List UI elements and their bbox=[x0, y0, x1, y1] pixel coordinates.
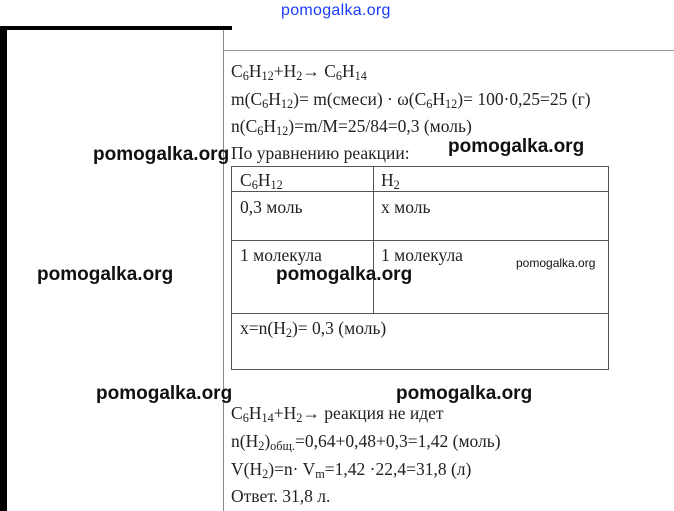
table-cell: 1 молекула bbox=[240, 245, 322, 265]
equation-line-3: $n(C_6H_{12})=m/M=25/84=0,3$ (моль) bbox=[231, 116, 472, 138]
answer-line: Ответ. 31,8 л. bbox=[231, 486, 331, 506]
watermark: pomogalka.org bbox=[276, 264, 413, 285]
table-header-c6h12: $C_6H_{12}$ bbox=[240, 170, 283, 192]
table-cell: 0,3 моль bbox=[240, 197, 303, 217]
watermark: pomogalka.org bbox=[396, 383, 533, 404]
watermark-top: pomogalka.org bbox=[281, 2, 391, 19]
table-column-divider bbox=[373, 166, 374, 313]
reaction-heading: По уравнению реакции: bbox=[231, 143, 410, 163]
column-divider bbox=[223, 30, 224, 511]
table-row-divider bbox=[231, 191, 609, 192]
table-header-h2: $H_2$ bbox=[381, 170, 400, 192]
watermark: pomogalka.org bbox=[93, 144, 230, 165]
table-row-divider bbox=[231, 313, 609, 314]
equation-line-2: $m(C_6H_{12})=$ m(смеси) · $\omega(C_6H_{12})= 100\cdot 0,25=25$ (г) bbox=[231, 89, 591, 111]
watermark: pomogalka.org bbox=[516, 256, 596, 270]
watermark: pomogalka.org bbox=[448, 136, 585, 157]
equation-line-1: $C_6H_{12}+H_2\to C_6H_{14}$ bbox=[231, 61, 367, 83]
watermark: pomogalka.org bbox=[96, 383, 233, 404]
equation-line-5: $C_6H_{14}+H_2\to$ реакция не идет bbox=[231, 403, 444, 425]
equation-line-7: $V(H_2)=n\cdot V_m=1,42 \cdot 22,4=31,8$ (л) bbox=[231, 459, 472, 481]
watermark: pomogalka.org bbox=[37, 264, 174, 285]
equation-line-6: $n(H_2)_{общ.}=0,64+0,48+0,3=1,42$ (моль) bbox=[231, 431, 501, 453]
table-cell: 1 молекула bbox=[381, 245, 463, 265]
top-border-bar bbox=[0, 26, 232, 30]
table-result-cell: $x=n(H_2)= 0,3$ (моль) bbox=[240, 318, 387, 340]
left-border-bar bbox=[0, 26, 7, 511]
table-cell: x моль bbox=[381, 197, 431, 217]
header-divider bbox=[223, 50, 674, 51]
table-row-divider bbox=[231, 240, 609, 241]
